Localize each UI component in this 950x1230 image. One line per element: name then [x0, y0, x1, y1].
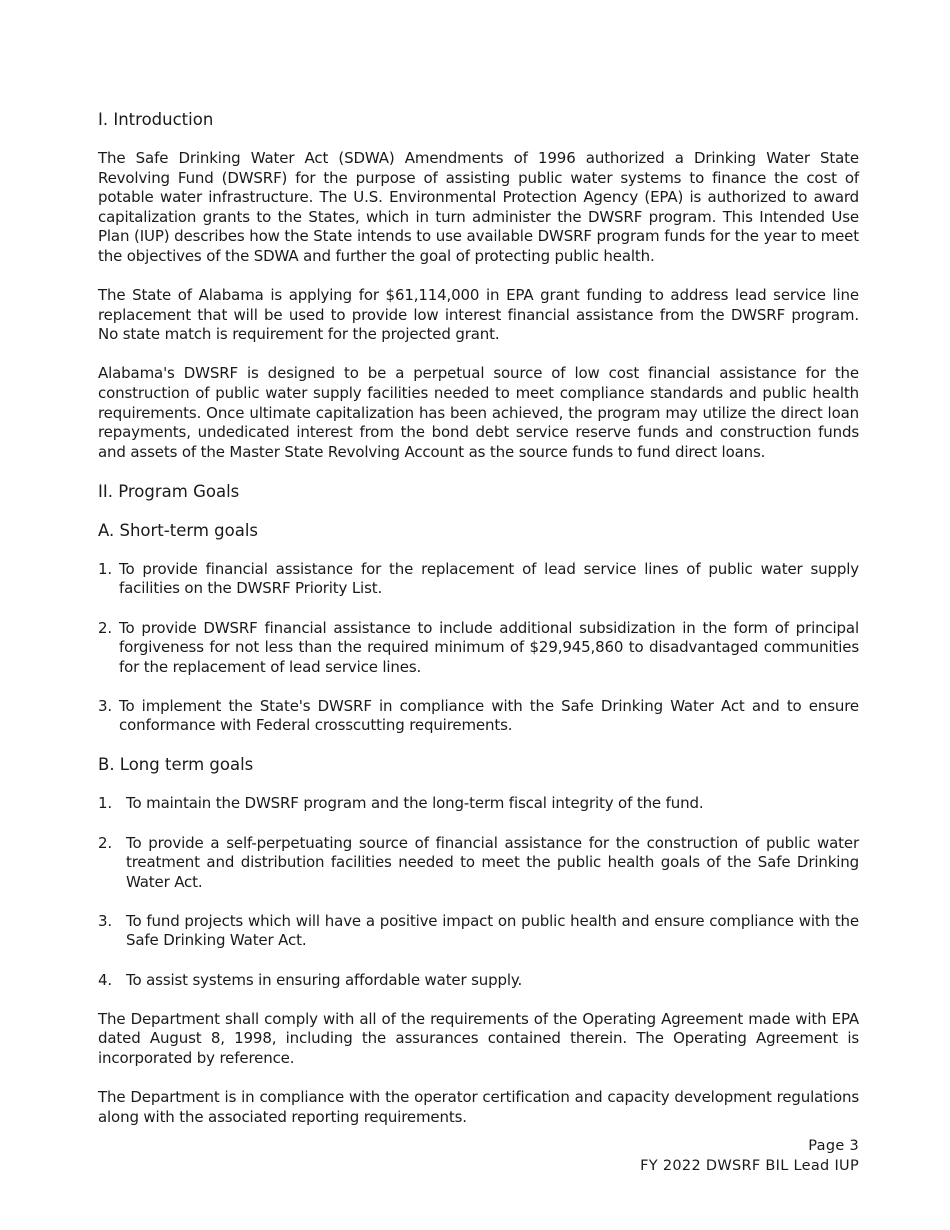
list-item-text: To assist systems in ensuring affordable water supply. [126, 970, 523, 989]
list-number: 2. [98, 618, 113, 637]
subheading-short-term-goals: A. Short-term goals [98, 520, 259, 540]
list-item-text: To fund projects which will have a positive impact on public health and ensure compliance with the Safe Drinking Water Act. [126, 911, 859, 950]
document-page [98, 110, 859, 1147]
page-footer [640, 1137, 859, 1176]
document-title: FY 2022 DWSRF BIL Lead IUP [640, 1157, 859, 1174]
short-term-goal-item [98, 619, 859, 678]
section-heading-program-goals: II. Program Goals [98, 481, 240, 501]
intro-paragraph-2: The State of Alabama is applying for $61,114,000 in EPA grant funding to address lead service line replacement that will be used to provide low interest financial assistance from the DWSRF program. No state match is requirement for the projected grant. [98, 286, 859, 344]
list-number: 1. [98, 559, 113, 578]
closing-paragraph-1: The Department shall comply with all of the requirements of the Operating Agreement made with EPA dated August 8, 1998, including the assurances contained therein. The Operating Agreement is incorporated by reference. [98, 1009, 859, 1067]
list-item-text: To provide DWSRF financial assistance to include additional subsidization in the form of principal forgiveness for not less than the required minimum of $29,945,860 to disadvantaged communities for the replacement of lead service lines. [119, 618, 859, 676]
long-term-goal-item [98, 834, 859, 893]
list-item-text: To implement the State's DWSRF in compliance with the Safe Drinking Water Act and to ensure conformance with Federal crosscutting requirements. [119, 696, 859, 735]
short-term-goal-item [98, 697, 859, 736]
intro-paragraph-1: The Safe Drinking Water Act (SDWA) Amendments of 1996 authorized a Drinking Water State Revolving Fund (DWSRF) for the purpose of assisting public water systems to finance the cost of potable water infrastructure. The U.S. Environmental Protection Agency (EPA) is authorized to award capitalization grants to the States, which in turn administer the DWSRF program. This Intended Use Plan (IUP) describes how the State intends to use available DWSRF program funds for the year to meet the objectives of the SDWA and further the goal of protecting public health. [98, 149, 859, 265]
list-number: 4. [98, 970, 113, 989]
intro-paragraph-3: Alabama's DWSRF is designed to be a perpetual source of low cost financial assistance for the construction of public water supply facilities needed to meet compliance standards and public health requirements. Once ultimate capitalization has been achieved, the program may utilize the direct loan repayments, undedicated interest from the bond debt service reserve funds and construction funds and assets of the Master State Revolving Account as the source funds to fund direct loans. [98, 364, 859, 461]
short-term-goal-item [98, 560, 859, 599]
closing-paragraph-2: The Department is in compliance with the operator certification and capacity development regulations along with the associated reporting requirements. [98, 1087, 859, 1126]
long-term-goal-item [98, 912, 859, 951]
section-heading-introduction: I. Introduction [98, 110, 214, 129]
list-item-text: To maintain the DWSRF program and the long-term fiscal integrity of the fund. [126, 794, 704, 813]
list-item-text: To provide financial assistance for the replacement of lead service lines of public water supply facilities on the DWSRF Priority List. [119, 559, 859, 598]
list-number: 1. [98, 794, 113, 813]
long-term-goal-item [98, 794, 859, 814]
list-number: 2. [98, 833, 113, 852]
list-item-text: To provide a self-perpetuating source of financial assistance for the construction of public water treatment and distribution facilities needed to meet the public health goals of the Safe Drinking Water Act. [126, 833, 859, 891]
long-term-goal-item [98, 971, 859, 991]
list-number: 3. [98, 696, 113, 715]
page-number: Page 3 [808, 1138, 859, 1154]
list-number: 3. [98, 911, 113, 930]
subheading-long-term-goals: B. Long term goals [98, 755, 254, 775]
